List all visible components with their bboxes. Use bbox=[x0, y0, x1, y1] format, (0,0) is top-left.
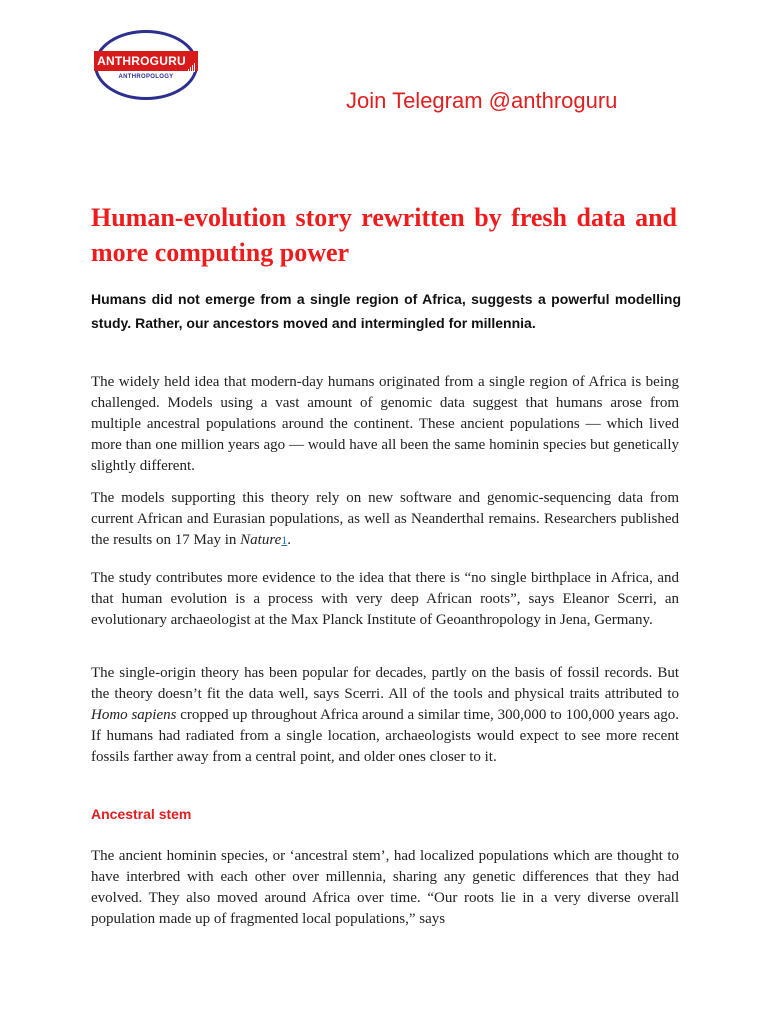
anthroguru-logo bbox=[94, 30, 204, 106]
paragraph-models-end: . bbox=[287, 532, 292, 548]
paragraph-single-origin bbox=[91, 663, 679, 768]
telegram-banner: Join Telegram @anthroguru bbox=[346, 88, 618, 113]
article-subtitle: Humans did not emerge from a single region of Africa, suggests a powerful modelling study. Rather, our ancestors moved and intermingled for millennia. bbox=[91, 291, 681, 331]
signal-bars-icon bbox=[187, 52, 195, 72]
species-name: Homo sapiens bbox=[91, 707, 177, 723]
paragraph-models bbox=[91, 488, 679, 551]
logo-subtitle: ANTHROPOLOGY bbox=[118, 74, 174, 80]
paragraph-models-text: The models supporting this theory rely on new software and genomic-sequencing data from current African and Eurasian populations, as well as Neanderthal remains. Researchers published the results on 17 May in bbox=[91, 490, 679, 548]
article-title: Human-evolution story rewritten by fresh data and more computing power bbox=[91, 203, 677, 267]
logo-brand-text: ANTHROGURU bbox=[97, 54, 186, 68]
reference-link[interactable]: 1 bbox=[281, 533, 288, 547]
paragraph-scerri-quote: The study contributes more evidence to the idea that there is “no single birthplace in Africa, and that human evolution is a process with very deep African roots”, says Eleanor Scerri, an evolutionary archaeologist at the Max Planck Institute of Geoanthropology in Jena, Germany. bbox=[91, 570, 679, 628]
paragraph-single-origin-a: The single-origin theory has been popular for decades, partly on the basis of fossil records. But the theory doesn’t fit the data well, says Scerri. All of the tools and physical traits attributed to bbox=[91, 665, 679, 702]
paragraph-intro: The widely held idea that modern-day humans originated from a single region of Africa is being challenged. Models using a vast amount of genomic data suggest that humans arose from multiple ancestral populations around the continent. These ancient populations — which lived more than one million years ago — would have all been the same hominin species but genetically slightly different. bbox=[91, 374, 679, 474]
paragraph-ancestral-stem: The ancient hominin species, or ‘ancestral stem’, had localized populations which are thought to have interbred with each other over millennia, sharing any genetic differences that they had evolved. They also moved around Africa over time. “Our roots lie in a very diverse overall population made up of fragmented local populations,” says bbox=[91, 848, 679, 927]
section-heading: Ancestral stem bbox=[91, 806, 192, 822]
logo-ribbon bbox=[94, 51, 198, 71]
journal-name: Nature bbox=[240, 532, 282, 548]
paragraph-single-origin-b: cropped up throughout Africa around a similar time, 300,000 to 100,000 years ago. If humans had radiated from a single location, archaeologists would expect to see more recent fossils farther away from a central point, and older ones closer to it. bbox=[91, 707, 679, 765]
